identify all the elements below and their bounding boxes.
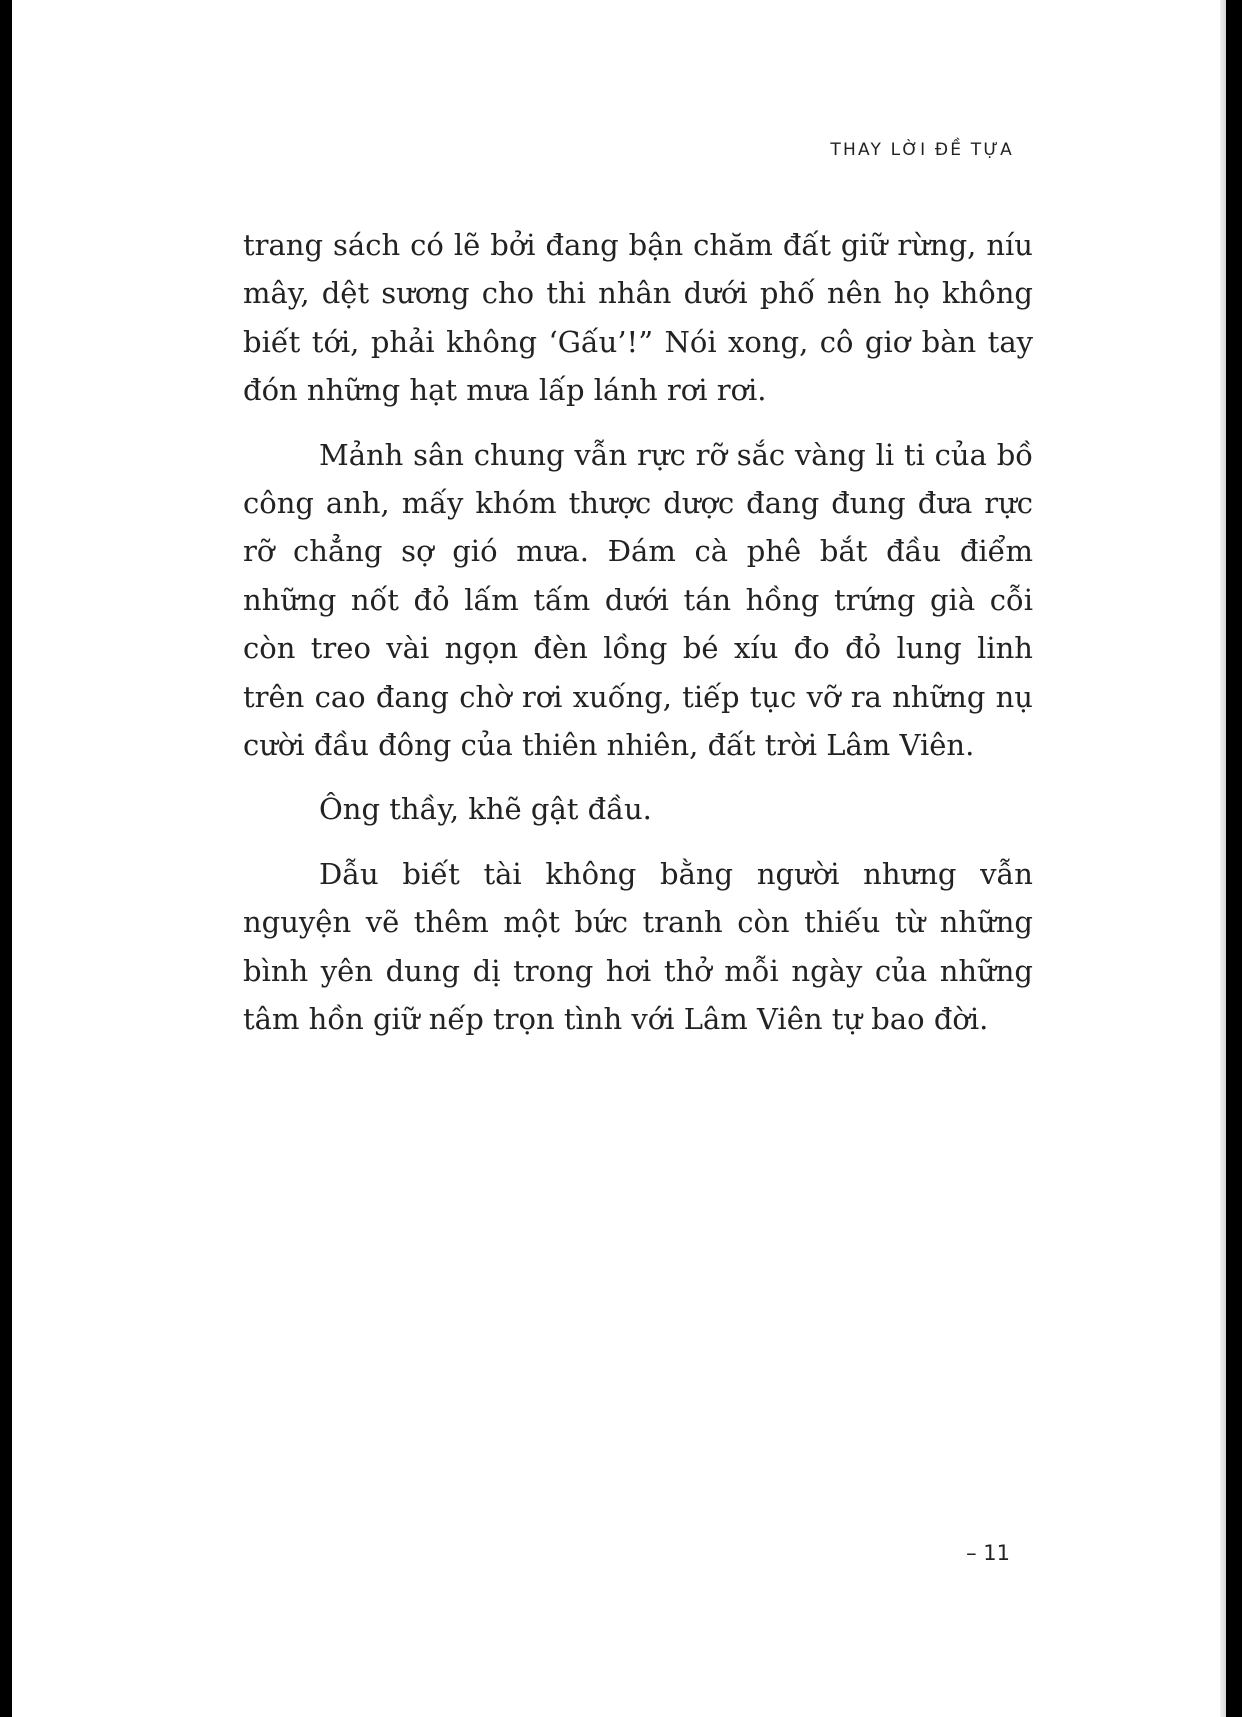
paragraph: Ông thầy, khẽ gật đầu. <box>319 792 652 827</box>
running-header: THAY LỜI ĐỀ TỰA <box>830 140 1014 160</box>
body-text <box>243 221 1033 1060</box>
page-number: – 11 <box>966 1541 1010 1565</box>
book-page <box>12 0 1226 1717</box>
paragraph: Dẫu biết tài không bằng người nhưng vẫn nguyện vẽ thêm một bức tranh còn thiếu từ những bình yên dung dị trong hơi thở mỗi ngày của những tâm hồn giữ nếp trọn tình với Lâm Viên tự bao đời. <box>243 856 1033 1037</box>
paragraph: Mảnh sân chung vẫn rực rỡ sắc vàng li ti của bồ công anh, mấy khóm thược dược đang đung đưa rực rỡ chẳng sợ gió mưa. Đám cà phê bắt đầu điểm những nốt đỏ lấm tấm dưới tán hồng trứng già cỗi còn treo vài ngọn đèn lồng bé xíu đo đỏ lung linh trên cao đang chờ rơi xuống, tiếp tục vỡ ra những nụ cười đầu đông của thiên nhiên, đất trời Lâm Viên. <box>243 437 1033 763</box>
paragraph: trang sách có lẽ bởi đang bận chăm đất giữ rừng, níu mây, dệt sương cho thi nhân dưới phố nên họ không biết tới, phải không ‘Gấu’!” Nói xong, cô giơ bàn tay đón những hạt mưa lấp lánh rơi rơi. <box>243 228 1033 408</box>
page-edge <box>1220 0 1226 1717</box>
